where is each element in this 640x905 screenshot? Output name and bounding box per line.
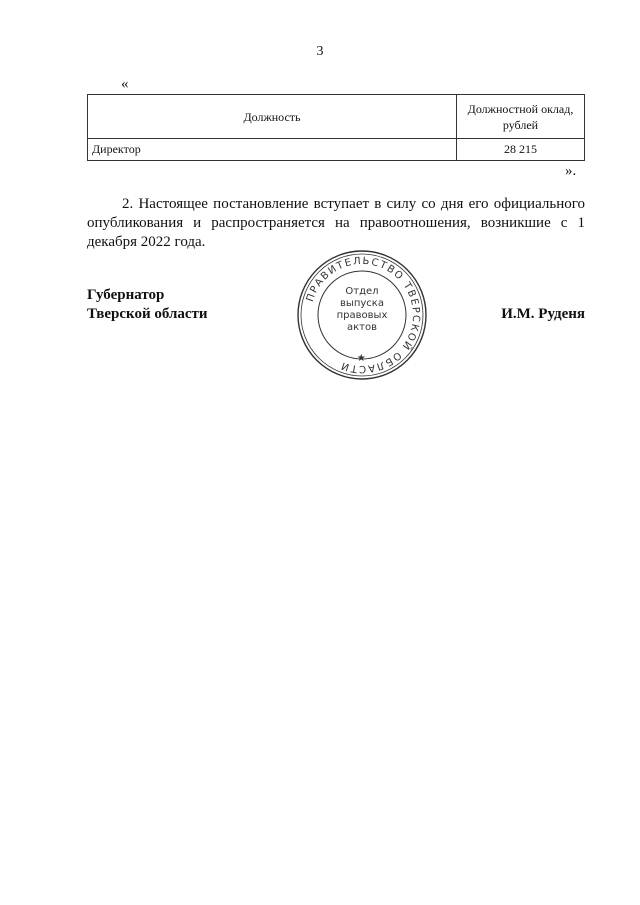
table-header-row: [88, 95, 585, 139]
stamp-center-line: Отдел: [345, 286, 379, 297]
stamp-ring-textpath: ПРАВИТЕЛЬСТВО ТВЕРСКОЙ ОБЛАСТИ: [304, 255, 422, 375]
stamp-star: ★: [356, 353, 368, 364]
opening-quote: «: [121, 76, 129, 92]
stamp-center-line: выпуска: [340, 298, 384, 309]
cell-position: Директор: [88, 139, 457, 161]
signatory-title: [87, 286, 208, 324]
table-row: [88, 139, 585, 161]
header-salary: Должностной оклад, рублей: [457, 95, 585, 139]
signatory-title-line1: Губернатор: [87, 287, 165, 303]
page-number: 3: [316, 44, 324, 59]
effective-date-paragraph: 2. Настоящее постановление вступает в силу со дня его официального опубликования и распространяется на правоотношения, возникшие с 1 декабря 2022 года.: [87, 196, 585, 250]
stamp-center-line: правовых: [336, 310, 388, 321]
signatory-name: И.М. Руденя: [501, 306, 585, 322]
stamp-center-line: актов: [346, 322, 377, 333]
signatory-title-line2: Тверской области: [87, 306, 208, 322]
official-stamp: [295, 248, 429, 382]
salary-table: [87, 94, 585, 161]
closing-quote: ».: [565, 163, 577, 179]
stamp-center-text: [312, 286, 412, 334]
header-position: Должность: [88, 95, 457, 139]
cell-salary: 28 215: [457, 139, 585, 161]
